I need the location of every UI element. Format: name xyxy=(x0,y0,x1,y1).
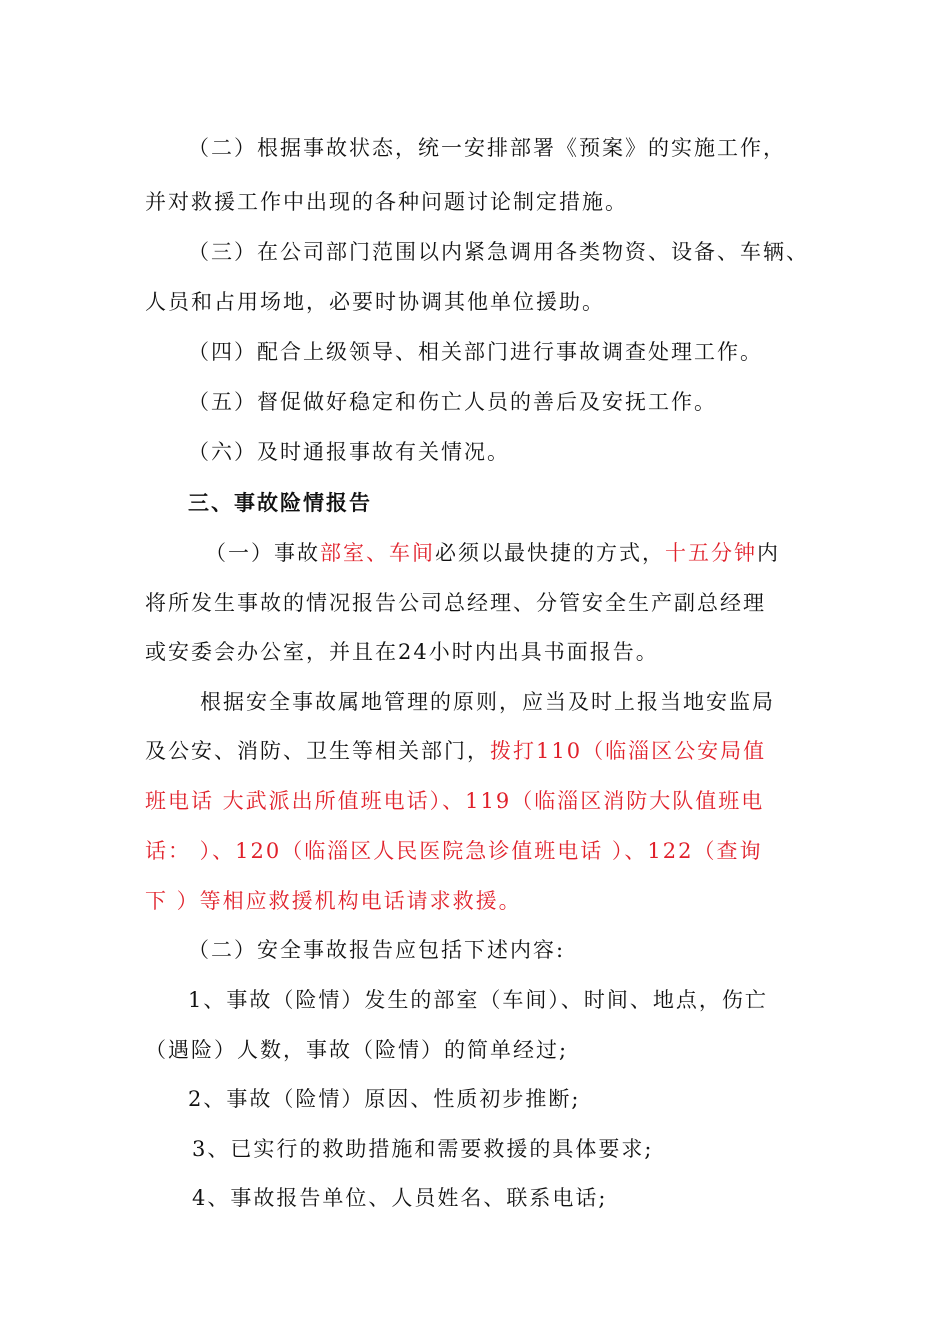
section-3-heading: 三、事故险情报告 xyxy=(188,491,372,515)
highlight-departments: 部室、车间 xyxy=(320,541,435,565)
item-4: （四）配合上级领导、相关部门进行事故调查处理工作。 xyxy=(188,340,763,364)
list-item-4: 4、事故报告单位、人员姓名、联系电话; xyxy=(192,1186,608,1210)
list-item-3: 3、已实行的救助措施和需要救援的具体要求; xyxy=(192,1137,654,1161)
report-para-2-line-3: 班电话 大武派出所值班电话）、119（临淄区消防大队值班电 xyxy=(145,789,765,813)
item-2-cont: 并对救援工作中出现的各种问题讨论制定措施。 xyxy=(145,190,628,214)
report-para-2-line-1: 根据安全事故属地管理的原则，应当及时上报当地安监局 xyxy=(200,690,775,714)
list-item-2: 2、事故（险情）原因、性质初步推断; xyxy=(188,1087,581,1111)
report-para-1-line-2: 将所发生事故的情况报告公司总经理、分管安全生产副总经理 xyxy=(145,591,766,615)
text: （一）事故 xyxy=(205,541,320,565)
item-3: （三）在公司部门范围以内紧急调用各类物资、设备、车辆、 xyxy=(188,240,809,264)
report-content-heading: （二）安全事故报告应包括下述内容: xyxy=(188,938,566,962)
report-para-2-line-2 xyxy=(145,737,766,765)
report-para-2-line-5: 下 ）等相应救援机构电话请求救援。 xyxy=(145,889,522,913)
emergency-phone-text: 拨打110（临淄区公安局值 xyxy=(490,739,767,763)
item-3-cont: 人员和占用场地，必要时协调其他单位援助。 xyxy=(145,290,605,314)
item-2: （二）根据事故状态，统一安排部署《预案》的实施工作， xyxy=(188,136,786,160)
report-para-1-line-3: 或安委会办公室，并且在24小时内出具书面报告。 xyxy=(145,640,659,664)
list-item-1: 1、事故（险情）发生的部室（车间）、时间、地点，伤亡 xyxy=(188,988,768,1012)
text: 内 xyxy=(757,541,780,565)
item-6: （六）及时通报事故有关情况。 xyxy=(188,440,510,464)
text: 必须以最快捷的方式， xyxy=(435,541,665,565)
report-para-2-line-4: 话： ）、120（临淄区人民医院急诊值班电话 ）、122（查询 xyxy=(145,839,763,863)
text: 及公安、消防、卫生等相关部门， xyxy=(145,739,490,763)
item-5: （五）督促做好稳定和伤亡人员的善后及安抚工作。 xyxy=(188,390,717,414)
list-item-1-cont: （遇险）人数，事故（险情）的简单经过; xyxy=(145,1038,569,1062)
highlight-fifteen-minutes: 十五分钟 xyxy=(665,541,757,565)
report-para-1-line-1 xyxy=(205,539,780,567)
